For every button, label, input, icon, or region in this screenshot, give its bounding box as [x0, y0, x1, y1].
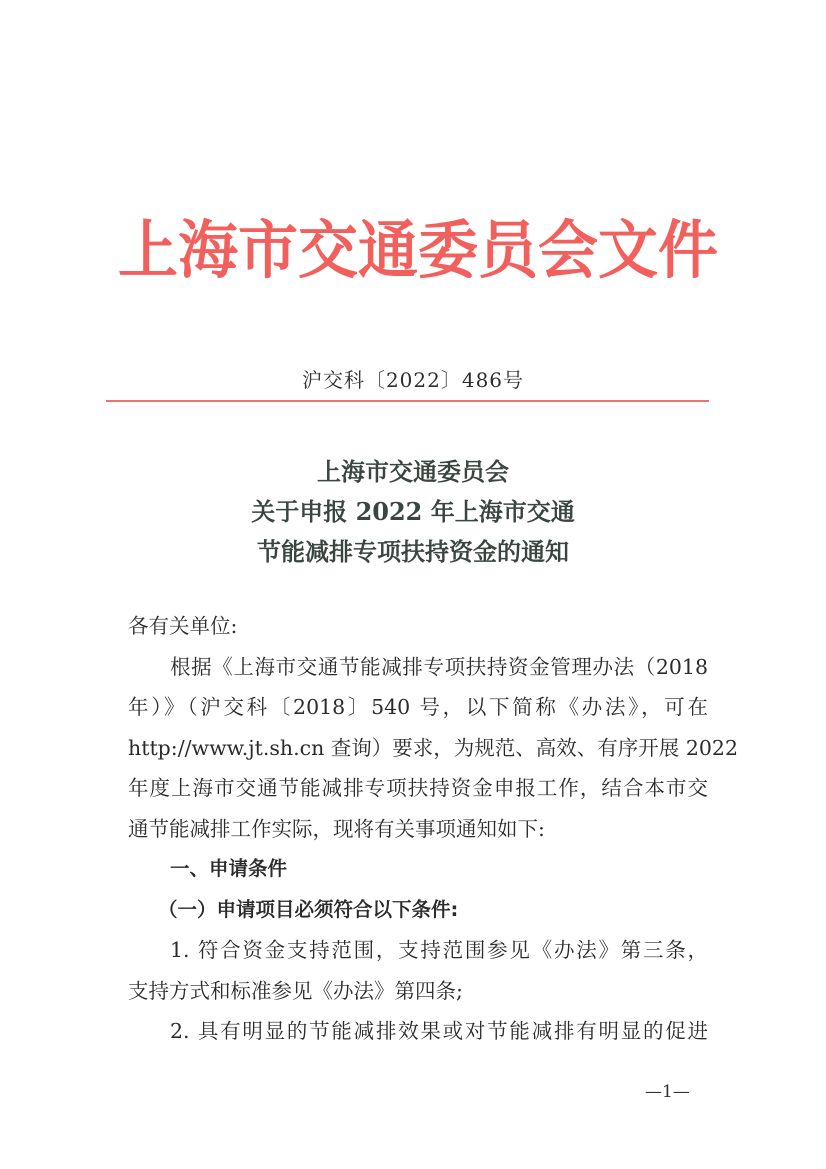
subsection-heading: （一）申请项目必须符合以下条件: — [158, 897, 459, 921]
issuer-title-char: 上 — [118, 214, 178, 288]
heading-line: 节能减排专项扶持资金的通知 — [257, 537, 569, 566]
issuer-title-char: 会 — [538, 214, 598, 288]
addressee: 各有关单位: — [128, 614, 238, 638]
issuer-title-char: 员 — [478, 214, 538, 288]
body-line: http://www.jt.sh.cn 查询）要求，为规范、高效、有序开展 2022 — [128, 735, 738, 760]
page-number: —1— — [645, 1082, 690, 1102]
section-heading: 一、申请条件 — [170, 857, 288, 880]
heading-line: 关于申报 2022 年上海市交通 — [251, 497, 575, 526]
list-item-continuation: 支持方式和标准参见《办法》第四条; — [128, 978, 463, 1003]
issuer-title-char: 通 — [358, 214, 418, 288]
body-line: 年度上海市交通节能减排专项扶持资金申报工作，结合本市交 — [128, 776, 708, 800]
body-line: 根据《上海市交通节能减排专项扶持资金管理办法（2018 — [170, 654, 708, 679]
issuer-title-char: 市 — [238, 214, 298, 288]
issuer-title-char: 件 — [658, 214, 718, 288]
notice-body — [128, 606, 738, 1052]
red-divider — [106, 400, 709, 402]
body-line: 年）》（沪交科〔2018〕540 号，以下简称《办法》，可在 — [128, 695, 708, 719]
issuer-title-char: 委 — [418, 214, 478, 288]
heading-line: 上海市交通委员会 — [317, 457, 509, 486]
document-number: 沪交科〔2022〕486号 — [301, 368, 525, 392]
body-line: 通节能减排工作实际，现将有关事项通知如下: — [128, 816, 545, 841]
issuer-title — [118, 214, 718, 288]
issuer-title-char: 海 — [178, 214, 238, 288]
list-item: 2. 具有明显的节能减排效果或对节能减排有明显的促进 — [170, 1019, 708, 1043]
notice-heading — [0, 452, 826, 572]
issuer-title-char: 交 — [298, 214, 358, 288]
issuer-title-char: 文 — [598, 214, 658, 288]
list-item: 1. 符合资金支持范围，支持范围参见《办法》第三条， — [170, 938, 708, 962]
